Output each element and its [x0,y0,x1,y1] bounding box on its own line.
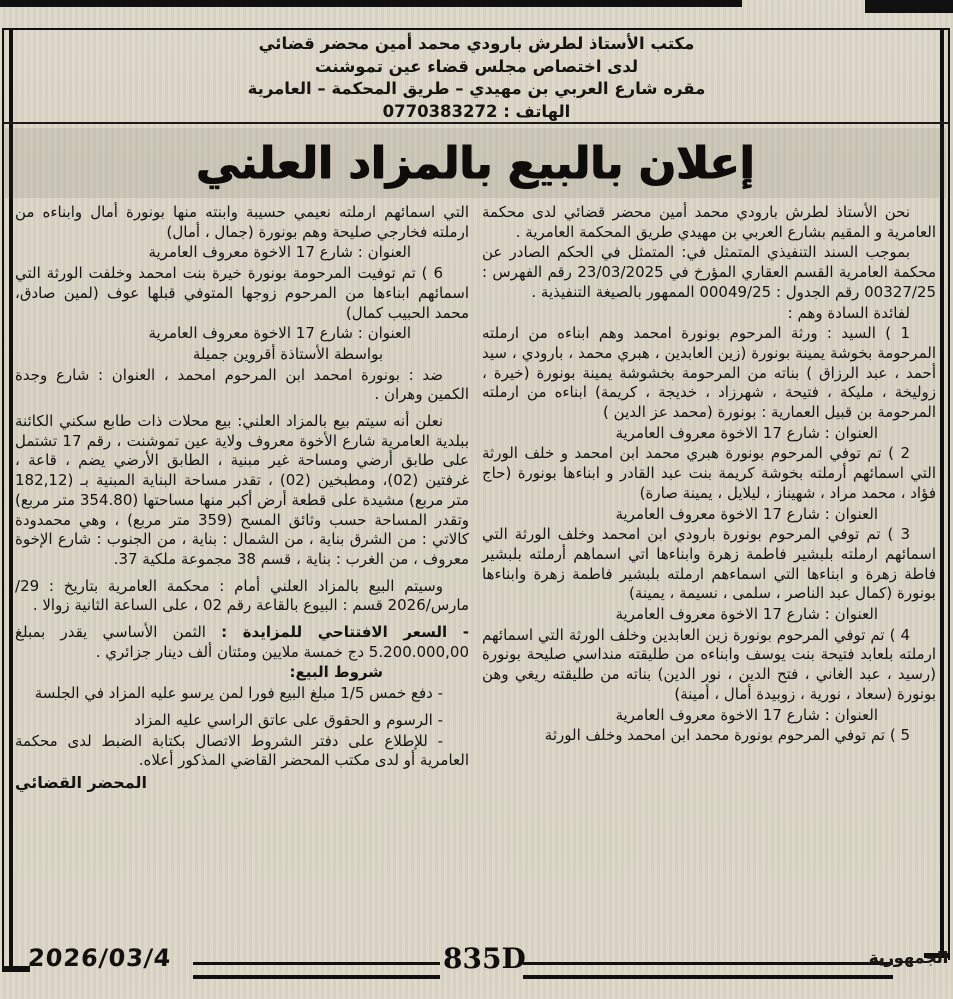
notice-frame-left-corner [2,966,30,972]
para-heir-6: 6 ) تم توفيت المرحومة بونورة خيرة بنت امحمد وخلفت الورثة التي اسمائهم ابناءها من المرحوم زوجها المتوفي قبلها عوف (لمين صادق، محمد الحبيب كمال) [15,264,469,322]
opening-price-text: الثمن الأساسي يقدر بمبلغ 5.200.000,00 دج خمسة ملايين ومئتان ألف دينار جزائري . [15,623,469,661]
notice-title: إعلان بالبيع بالمزاد العلني [196,137,755,189]
notice-body [15,203,936,955]
signature-judicial-bailiff: المحضر القضائي [15,772,148,792]
para-auction-session: وسيتم البيع بالمزاد العلني أمام : محكمة العامرية بتاريخ : 29/مارس/2026 قسم : البيوع بالقاعة رقم 02 ، على الساعة الثانية زوالا . [15,576,469,615]
issuer-header [120,33,833,123]
para-heir-1: 1 ) السيد : ورثة المرحوم بونورة امحمد وهم ابناءه من ارملته المرحومة بخوشة يمينة بونورة (زين العابدين ، هبري محمد ، بارودي ، سيد أحمد ، عبد الرزاق ) بناته من المرحومة بخشوشة يمينة بونورة (خيرة ، زوليخة ، مليكة ، فتيحة ، شهرزاد ، خديجة ، كريمة) ابناءه من ارملته المرحومة بن قبيل العمارية : بونورة (محمد عز الدين ) [482,324,936,422]
newspaper-logo: الجمهورية [868,948,948,967]
address-line: العنوان : شارع 17 الاخوة معروف العامرية [615,423,878,442]
address-line: العنوان : شارع 17 الاخوة معروف العامرية [148,324,411,343]
para-represented-by: بواسطة الأستاذة أقروين جميلة [192,344,383,363]
address-line: العنوان : شارع 17 الاخوة معروف العامرية [615,705,878,724]
scan-top-rule [0,0,742,7]
address-line: العنوان : شارع 17 الاخوة معروف العامرية [615,605,878,624]
para-bailiff-intro: نحن الأستاذ لطرش بارودي محمد أمين محضر قضائي لدى محكمة العامرية و المقيم بشارع العربي بن مهيدي طريق المحكمة العامرية . [482,203,936,241]
address-line: العنوان : شارع 17 الاخوة معروف العامرية [615,504,878,523]
sale-term-1: - دفع خمس 1/5 مبلغ البيع فورا لمن يرسو عليه المزاد في الجلسة [34,684,443,703]
para-heir-2: 2 ) تم توفي المرحوم بونورة هبري محمد ابن امحمد و خلف الورثة التي اسمائهم أرملته بخوشة كريمة بنت عبد القادر و ابناءها بونورة (حاج فؤاد ، محمد مراد ، شهيناز ، ليلايل ، يمينة صارة) [482,444,936,502]
issuer-phone: الهاتف : 0770383272 [382,101,571,121]
opening-price-label: - السعر الافتتاحي للمزايدة : [221,623,469,642]
para-against: ضد : بونورة امحمد ابن المرحوم امحمد ، العنوان : شارع وجدة الكمين وهران . [15,365,469,404]
para-opening-price [15,623,469,662]
notice-frame-left-outer [2,28,4,972]
footer-rule-right [523,962,893,979]
publication-date: 2026/03/4 [27,944,173,972]
issuer-office-name: مكتب الأستاذ لطرش بارودي محمد أمين محضر قضائي [258,34,695,53]
para-heir-4: 4 ) تم توفي المرحوم بونورة زين العابدين وخلف الورثة التي اسمائهم ارملته بلعابد فتيحة بنت يوسف وابناءه من طليقته منداسي صليحة بونورة (رسيد ، عبد الغاني ، فتح الدين ، نور الدين) بناته من طليقته ريغي وهن بونورة (سعاد ، نورية ، زوبيدة أمال ، أمينة) [482,625,936,703]
para-heir-3: 3 ) تم توفي المرحوم بونورة بارودي ابن امحمد وخلف الورثة التي اسمائهم ارملته بلبشير فاطمة زهرة وابناءها اتي اسماهم أرملته بلبشير فاطة زهرة و ابناءها التي اسماءهم ارملته بلبشير فاطمة زهرة وابناءها بونورة (كمال عبد الناصر ، سلمى ، نسيمة ، يمينة) [482,525,936,603]
notice-frame-right-outer [948,28,950,960]
address-line: العنوان : شارع 17 الاخوة معروف العامرية [148,243,411,262]
issuer-address: مقره شارع العربي بن مهيدي – طريق المحكمة – العامرية [247,79,706,98]
sale-terms-title: شروط البيع: [289,663,383,682]
para-executive-writ: بموجب السند التنفيذي المتمثل في: المتمثل في الحكم الصادر عن محكمة العامرية القسم العقاري المؤرخ في 23/03/2025 رقم الفهرس : 00327/25 رقم الجدول : 00049/25 الممهور بالصيغة التنفيذية . [482,243,936,301]
footer-rule-left [193,962,440,979]
para-beneficiaries-lead: لفائدة السادة وهم : [787,303,910,322]
column-left [15,203,469,955]
sale-term-2: - الرسوم و الحقوق على عاتق الراسي عليه المزاد [134,710,443,729]
para-property-description: نعلن أنه سيتم بيع بالمزاد العلني: بيع محلات ذات طابع سكني الكائنة ببلدية العامرية شارع الأخوة معروف ولاية عين تموشنت ، رقم 17 تشتمل على طابق أرضي ومساحة غير مبنية ، الطابق الأرضي يضم ، قاعة ، غرفتين (02)، ومطبخين (02) ، تقدر مساحة البناية المبنية بـ (182,12 متر مربع) مشيدة على قطعة أرض أكبر منها مساحتها (354.80 متر مربع) وتقدر المساحة حسب وثائق المسح (359 متر مربع) ، وهي محمدودة كالاتي : من الشرق بناية ، من الشمال : بناية ، من الجنوب : شارع الإخوة معروف ، من الغرب : بناية ، قسم 38 مجموعة ملكية 37. [15,412,469,568]
sale-term-3: - للإطلاع على دفتر الشروط الاتصال بكتابة الضبط لدى محكمة العامرية أو لدى مكتب المحضر القاضي المذكور أعلاه. [15,731,469,770]
scan-top-right-block [865,0,953,13]
notice-title-band [5,128,946,198]
para-heir-5-start: 5 ) تم توفي المرحوم بونورة محمد ابن امحمد وخلف الورثة [544,726,910,745]
para-heir-5-continued: التي اسمائهم ارملته نعيمي حسيبة وابنته منها بونورة أمال وابناءه من ارملته فخارجي صليحة وهم بونورة (جمال ، أمال) [15,203,469,241]
column-right [482,203,936,955]
announcement-reference: 835D [443,942,526,975]
notice-frame-top [3,28,948,30]
issuer-jurisdiction: لدى اختصاص مجلس قضاء عين تموشنت [314,56,639,76]
